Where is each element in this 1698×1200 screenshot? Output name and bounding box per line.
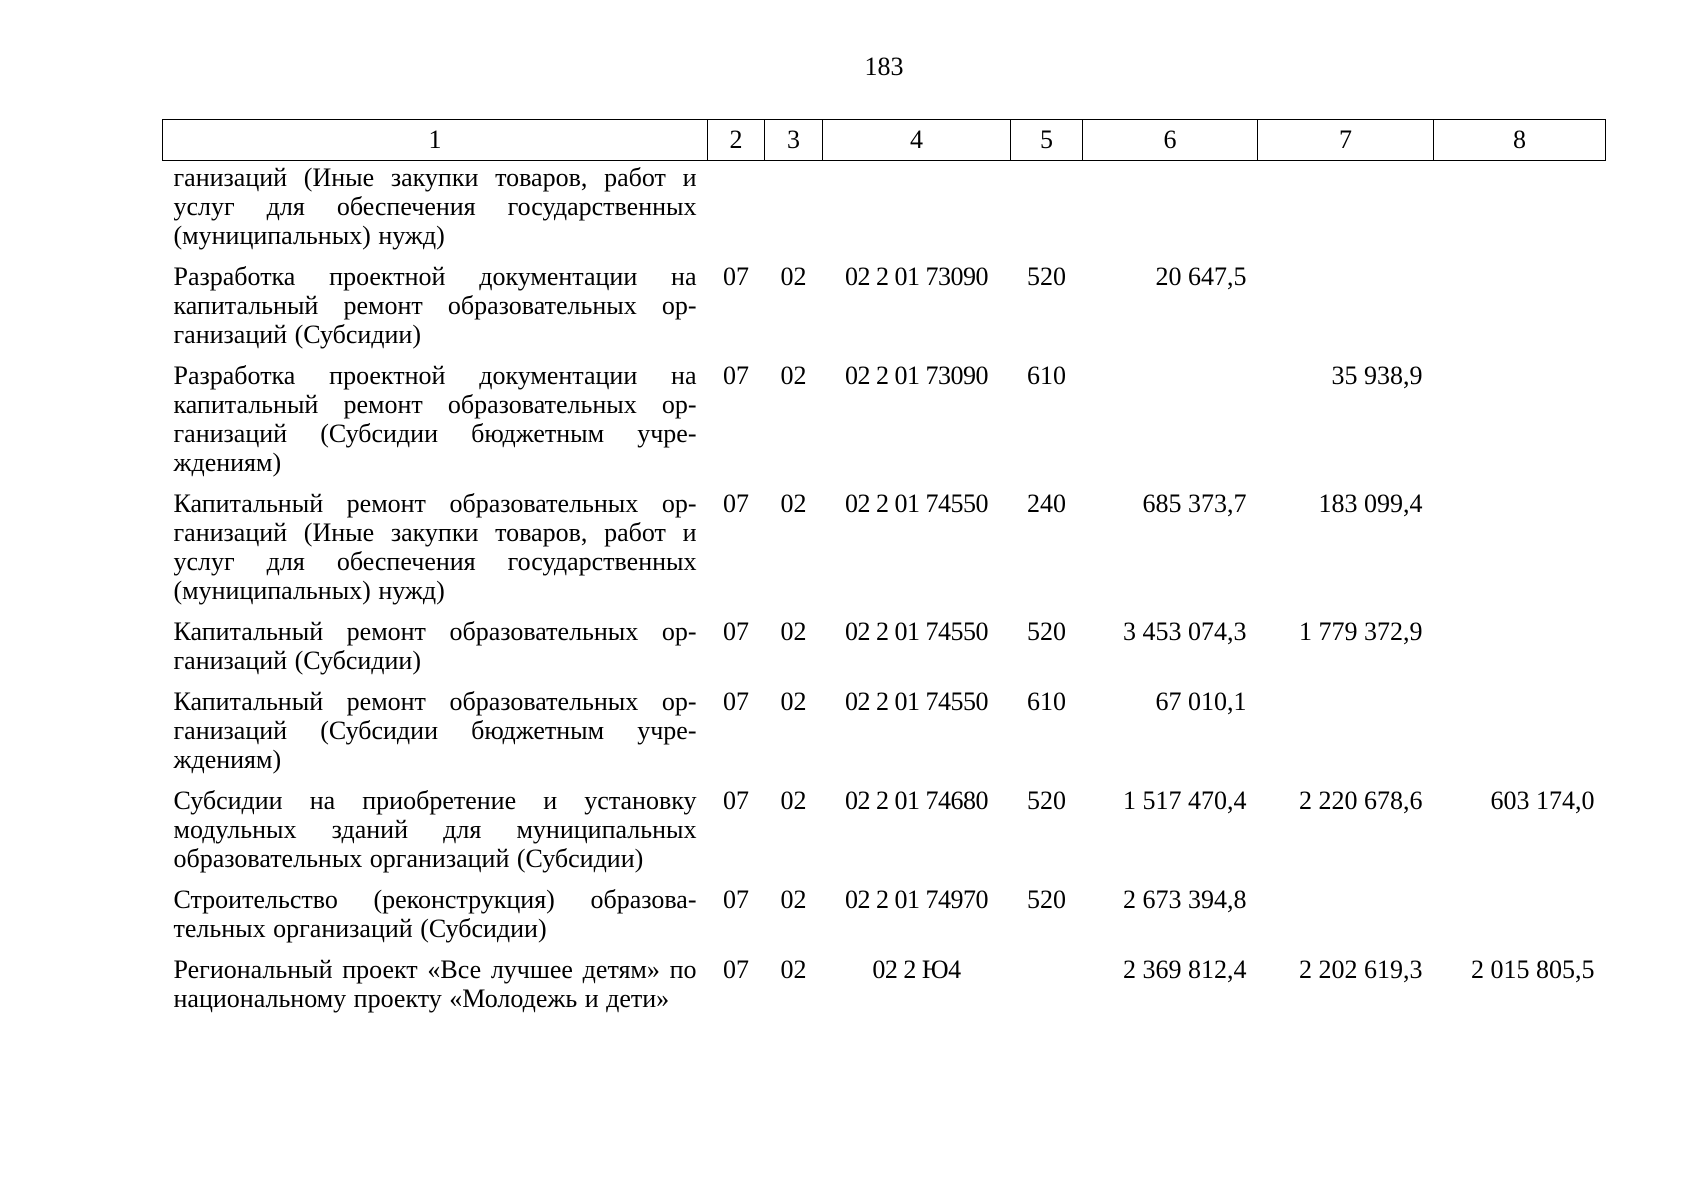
- section-code: 07: [723, 687, 749, 716]
- budget-table: [162, 119, 1606, 1025]
- target-article-code: 02 2 01 74680: [845, 786, 988, 815]
- target-article-code: 02 2 01 74550: [845, 687, 988, 716]
- amount-column-7: [1258, 262, 1434, 361]
- expense-type-code: 520: [1027, 262, 1066, 291]
- subsection-code: [765, 161, 823, 263]
- subsection-code: 02: [780, 687, 807, 716]
- target-article-code: 02 2 01 74550: [845, 489, 988, 518]
- target-article-code: 02 2 01 73090: [845, 262, 988, 291]
- amount-column-8: [1434, 617, 1606, 687]
- table-row: [163, 786, 1606, 885]
- table-header: [163, 120, 1606, 161]
- amount-column-8: [1434, 687, 1606, 786]
- amount-column-8: [1434, 885, 1606, 955]
- table-body: [163, 161, 1606, 1026]
- expense-type-code: [1011, 955, 1083, 1025]
- subsection-code: 02: [780, 955, 807, 984]
- row-description: Региональный проект «Все лучшее детям» по национальному проекту «Молодежь и дети»: [173, 955, 697, 1013]
- expense-type-code: [1011, 161, 1083, 263]
- section-code: 07: [723, 262, 749, 291]
- column-header-7: 7: [1258, 120, 1434, 161]
- target-article-code: [823, 161, 1011, 263]
- column-header-1: 1: [163, 120, 708, 161]
- section-code: 07: [723, 361, 749, 390]
- amount-column-7: 2 202 619,3: [1299, 955, 1423, 984]
- row-description: Разработка проектной документации на капитальный ремонт образовательных ор-ганизаций (Субсидии бюджетным учре-ждениям): [173, 361, 697, 477]
- header-row: [163, 120, 1606, 161]
- section-code: 07: [723, 786, 749, 815]
- row-description: ганизаций (Иные закупки товаров, работ и услуг для обеспечения государственных (муниципальных) нужд): [173, 163, 697, 250]
- subsection-code: 02: [780, 786, 807, 815]
- section-code: [708, 161, 765, 263]
- amount-column-6: 2 369 812,4: [1123, 955, 1247, 984]
- column-header-3: 3: [765, 120, 823, 161]
- table-row: [163, 161, 1606, 263]
- expense-type-code: 520: [1027, 786, 1066, 815]
- column-header-6: 6: [1083, 120, 1258, 161]
- row-description: Капитальный ремонт образовательных ор-ганизаций (Субсидии бюджетным учре-ждениям): [173, 687, 697, 774]
- subsection-code: 02: [780, 617, 807, 646]
- section-code: 07: [723, 489, 749, 518]
- page-number: 183: [864, 52, 904, 81]
- subsection-code: 02: [780, 489, 807, 518]
- amount-column-8: 603 174,0: [1490, 786, 1595, 815]
- table-row: [163, 885, 1606, 955]
- section-code: 07: [723, 955, 749, 984]
- target-article-code: 02 2 01 73090: [845, 361, 988, 390]
- amount-column-6: 685 373,7: [1142, 489, 1247, 518]
- column-header-4: 4: [823, 120, 1011, 161]
- expense-type-code: 520: [1027, 885, 1066, 914]
- target-article-code: 02 2 Ю4: [872, 955, 961, 984]
- amount-column-8: [1434, 161, 1606, 263]
- expense-type-code: 240: [1027, 489, 1066, 518]
- column-header-2: 2: [708, 120, 765, 161]
- table-row: [163, 262, 1606, 361]
- amount-column-6: [1083, 161, 1258, 263]
- subsection-code: 02: [780, 361, 807, 390]
- amount-column-7: [1258, 885, 1434, 955]
- expense-type-code: 610: [1027, 361, 1066, 390]
- amount-column-6: 67 010,1: [1155, 687, 1247, 716]
- row-description: Субсидии на приобретение и установку модульных зданий для муниципальных образовательных организаций (Субсидии): [173, 786, 697, 873]
- column-header-5: 5: [1011, 120, 1083, 161]
- section-code: 07: [723, 617, 749, 646]
- amount-column-6: [1083, 361, 1258, 489]
- row-description: Разработка проектной документации на капитальный ремонт образовательных ор-ганизаций (Субсидии): [173, 262, 697, 349]
- amount-column-7: 183 099,4: [1318, 489, 1423, 518]
- amount-column-7: 35 938,9: [1331, 361, 1423, 390]
- table-row: [163, 489, 1606, 617]
- target-article-code: 02 2 01 74550: [845, 617, 988, 646]
- amount-column-7: [1258, 687, 1434, 786]
- column-header-8: 8: [1434, 120, 1606, 161]
- amount-column-7: [1258, 161, 1434, 263]
- row-description: Капитальный ремонт образовательных ор-ганизаций (Иные закупки товаров, работ и услуг для обеспечения государственных (муниципальных) нужд): [173, 489, 697, 605]
- subsection-code: 02: [780, 262, 807, 291]
- expense-type-code: 610: [1027, 687, 1066, 716]
- row-description: Капитальный ремонт образовательных ор-ганизаций (Субсидии): [173, 617, 697, 675]
- amount-column-7: 1 779 372,9: [1299, 617, 1423, 646]
- amount-column-8: [1434, 361, 1606, 489]
- amount-column-8: [1434, 489, 1606, 617]
- amount-column-6: 2 673 394,8: [1123, 885, 1247, 914]
- amount-column-6: 1 517 470,4: [1123, 786, 1247, 815]
- amount-column-7: 2 220 678,6: [1299, 786, 1423, 815]
- table-row: [163, 687, 1606, 786]
- expense-type-code: 520: [1027, 617, 1066, 646]
- amount-column-8: 2 015 805,5: [1471, 955, 1595, 984]
- table-row: [163, 361, 1606, 489]
- table-row: [163, 617, 1606, 687]
- subsection-code: 02: [780, 885, 807, 914]
- table-row: [163, 955, 1606, 1025]
- section-code: 07: [723, 885, 749, 914]
- row-description: Строительство (реконструкция) образова-тельных организаций (Субсидии): [173, 885, 697, 943]
- amount-column-6: 20 647,5: [1155, 262, 1247, 291]
- target-article-code: 02 2 01 74970: [845, 885, 988, 914]
- amount-column-6: 3 453 074,3: [1123, 617, 1247, 646]
- amount-column-8: [1434, 262, 1606, 361]
